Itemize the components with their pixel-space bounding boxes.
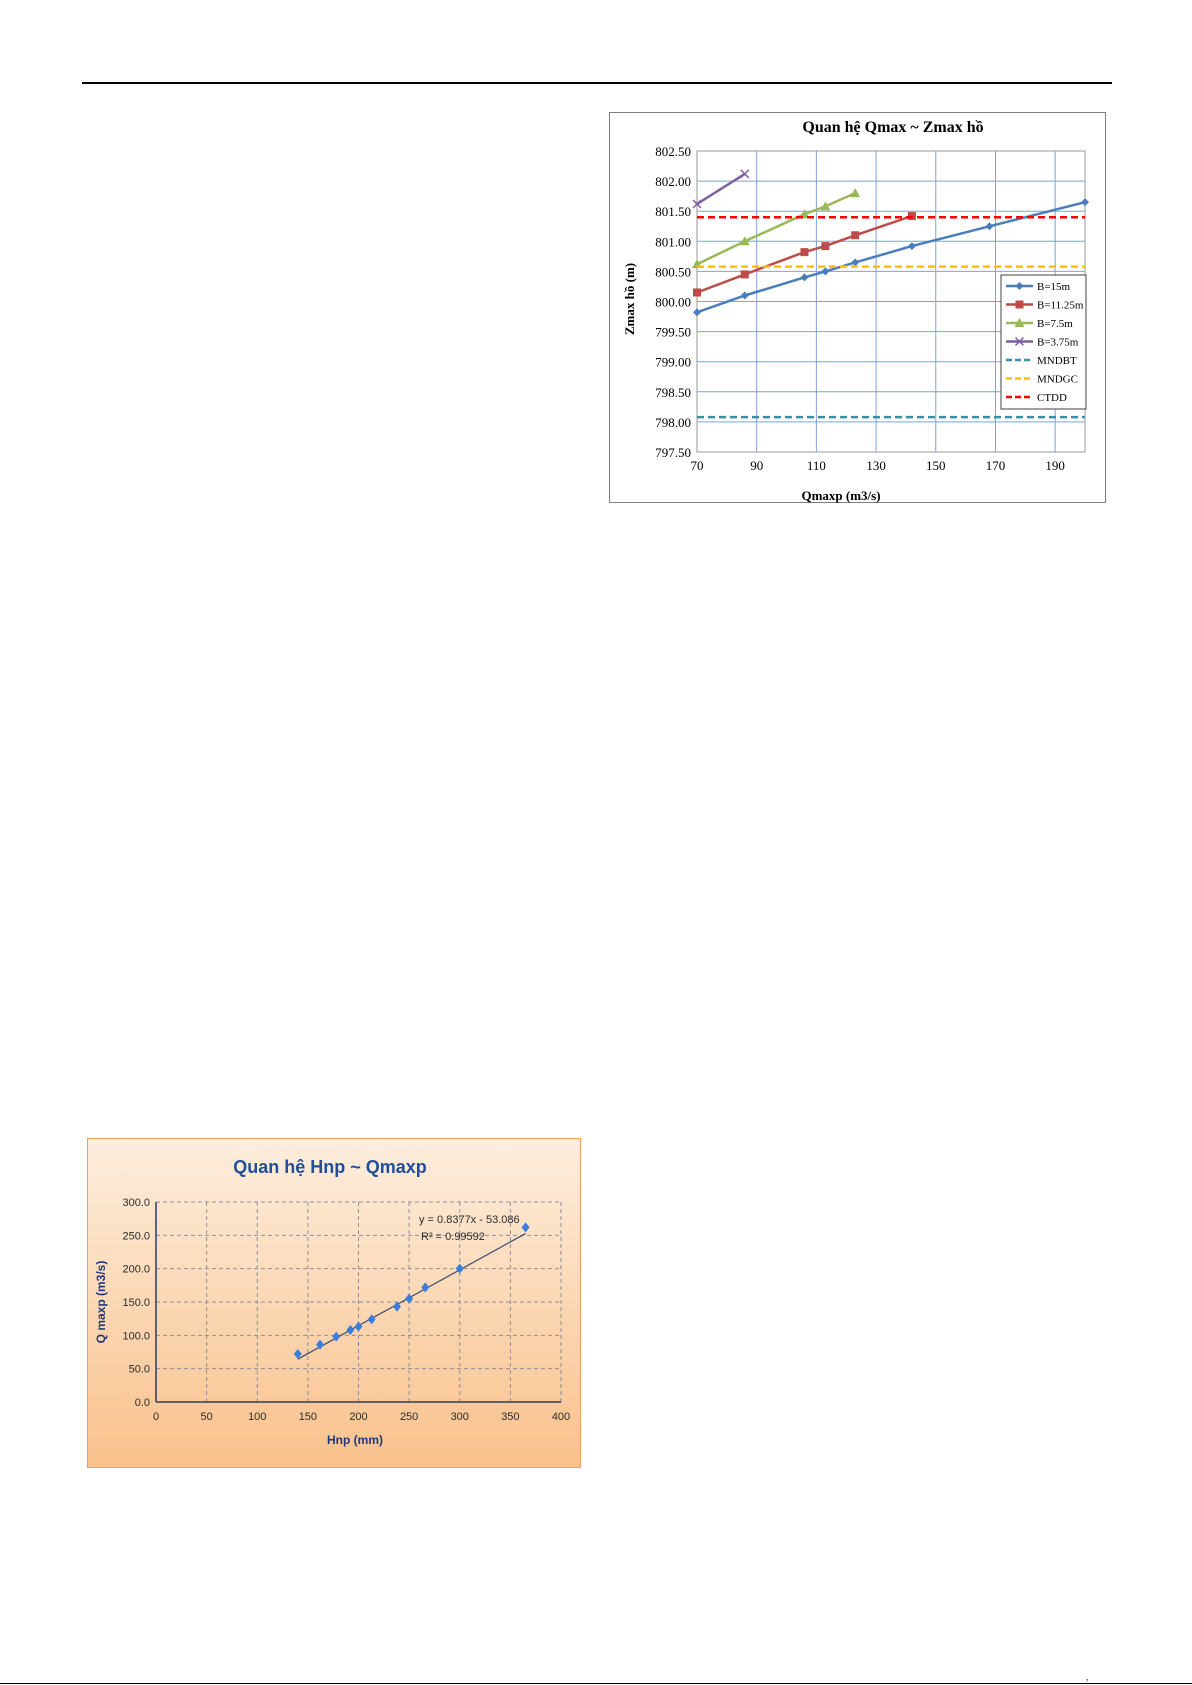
chart-qmax-zmax bbox=[609, 112, 1106, 503]
chart1-x-tick: 110 bbox=[806, 458, 826, 473]
chart1-point bbox=[1016, 301, 1024, 309]
chart1-legend bbox=[1001, 275, 1086, 409]
chart2-x-tick: 300 bbox=[450, 1411, 469, 1423]
chart2-x-tick: 50 bbox=[200, 1411, 213, 1423]
chart1-legend-label: B=3.75m bbox=[1037, 336, 1079, 349]
chart2-y-tick: 250.0 bbox=[122, 1230, 150, 1243]
chart1-y-tick: 799.00 bbox=[655, 354, 691, 370]
chart1-x-axis-label: Qmaxp (m3/s) bbox=[801, 488, 881, 503]
chart1-x-tick: 150 bbox=[926, 458, 946, 473]
chart1-title: Quan hệ Qmax ~ Zmax hồ bbox=[802, 119, 984, 136]
chart2-x-tick: 400 bbox=[551, 1411, 571, 1423]
chart2-y-axis-label: Q maxp (m3/s) bbox=[94, 1260, 108, 1344]
chart2-y-tick: 0.0 bbox=[134, 1397, 150, 1409]
chart1-point bbox=[800, 248, 808, 256]
chart2-r2: R² = 0.99592 bbox=[421, 1231, 485, 1243]
chart1-y-tick: 801.50 bbox=[655, 204, 691, 220]
chart1-legend-label: MNDGC bbox=[1037, 373, 1078, 386]
chart1-x-tick: 90 bbox=[750, 458, 764, 473]
chart2-y-tick: 100.0 bbox=[122, 1330, 150, 1343]
chart1-legend-label: B=15m bbox=[1037, 281, 1071, 293]
chart2-title: Quan hệ Hnp ~ Qmaxp bbox=[233, 1157, 427, 1177]
chart2-x-tick: 100 bbox=[248, 1411, 267, 1423]
chart1-point bbox=[741, 270, 749, 278]
chart2-y-tick: 300.0 bbox=[122, 1197, 150, 1209]
chart2-x-tick: 350 bbox=[501, 1411, 520, 1423]
chart2-y-tick: 50.0 bbox=[128, 1363, 150, 1376]
chart1-y-tick: 798.50 bbox=[655, 384, 691, 400]
chart2-x-tick: 200 bbox=[349, 1411, 368, 1423]
chart1-legend-label: B=11.25m bbox=[1037, 299, 1084, 312]
chart1-y-tick: 802.00 bbox=[655, 174, 691, 190]
chart1-y-tick: 802.50 bbox=[655, 144, 691, 159]
chart2-y-tick: 200.0 bbox=[122, 1263, 150, 1276]
chart1-y-tick: 798.00 bbox=[655, 414, 691, 430]
chart-hnp-qmaxp bbox=[87, 1138, 581, 1468]
chart1-point bbox=[821, 242, 829, 250]
chart1-legend-label: B=7.5m bbox=[1037, 318, 1073, 330]
chart1-y-tick: 797.50 bbox=[655, 445, 691, 460]
chart1-x-tick: 190 bbox=[1045, 458, 1065, 473]
chart1-y-tick: 800.50 bbox=[655, 264, 691, 280]
chart1-y-tick: 801.00 bbox=[655, 234, 691, 250]
chart1-point bbox=[851, 231, 859, 239]
footer-rule bbox=[0, 1683, 1192, 1684]
chart2-x-tick: 0 bbox=[152, 1411, 160, 1423]
chart1-x-tick: 130 bbox=[866, 458, 886, 473]
page-corner-mark: , bbox=[1086, 1672, 1089, 1682]
chart1-y-tick: 800.00 bbox=[655, 294, 691, 310]
chart1-point bbox=[693, 288, 701, 296]
chart1-x-tick: 70 bbox=[690, 458, 704, 473]
chart2-equation: y = 0.8377x - 53.086 bbox=[419, 1214, 520, 1226]
chart1-legend-label: CTDD bbox=[1037, 392, 1067, 404]
header-rule bbox=[82, 82, 1112, 84]
chart1-y-axis-label: Zmax hồ (m) bbox=[622, 262, 637, 336]
chart2-x-axis-label: Hnp (mm) bbox=[327, 1433, 383, 1447]
chart1-x-tick: 170 bbox=[985, 458, 1006, 473]
chart2-y-tick: 150.0 bbox=[122, 1297, 150, 1309]
chart2-x-tick: 150 bbox=[298, 1411, 318, 1423]
chart1-y-tick: 799.50 bbox=[655, 324, 691, 340]
chart1-legend-label: MNDBT bbox=[1037, 355, 1077, 367]
chart2-x-tick: 250 bbox=[399, 1411, 419, 1423]
